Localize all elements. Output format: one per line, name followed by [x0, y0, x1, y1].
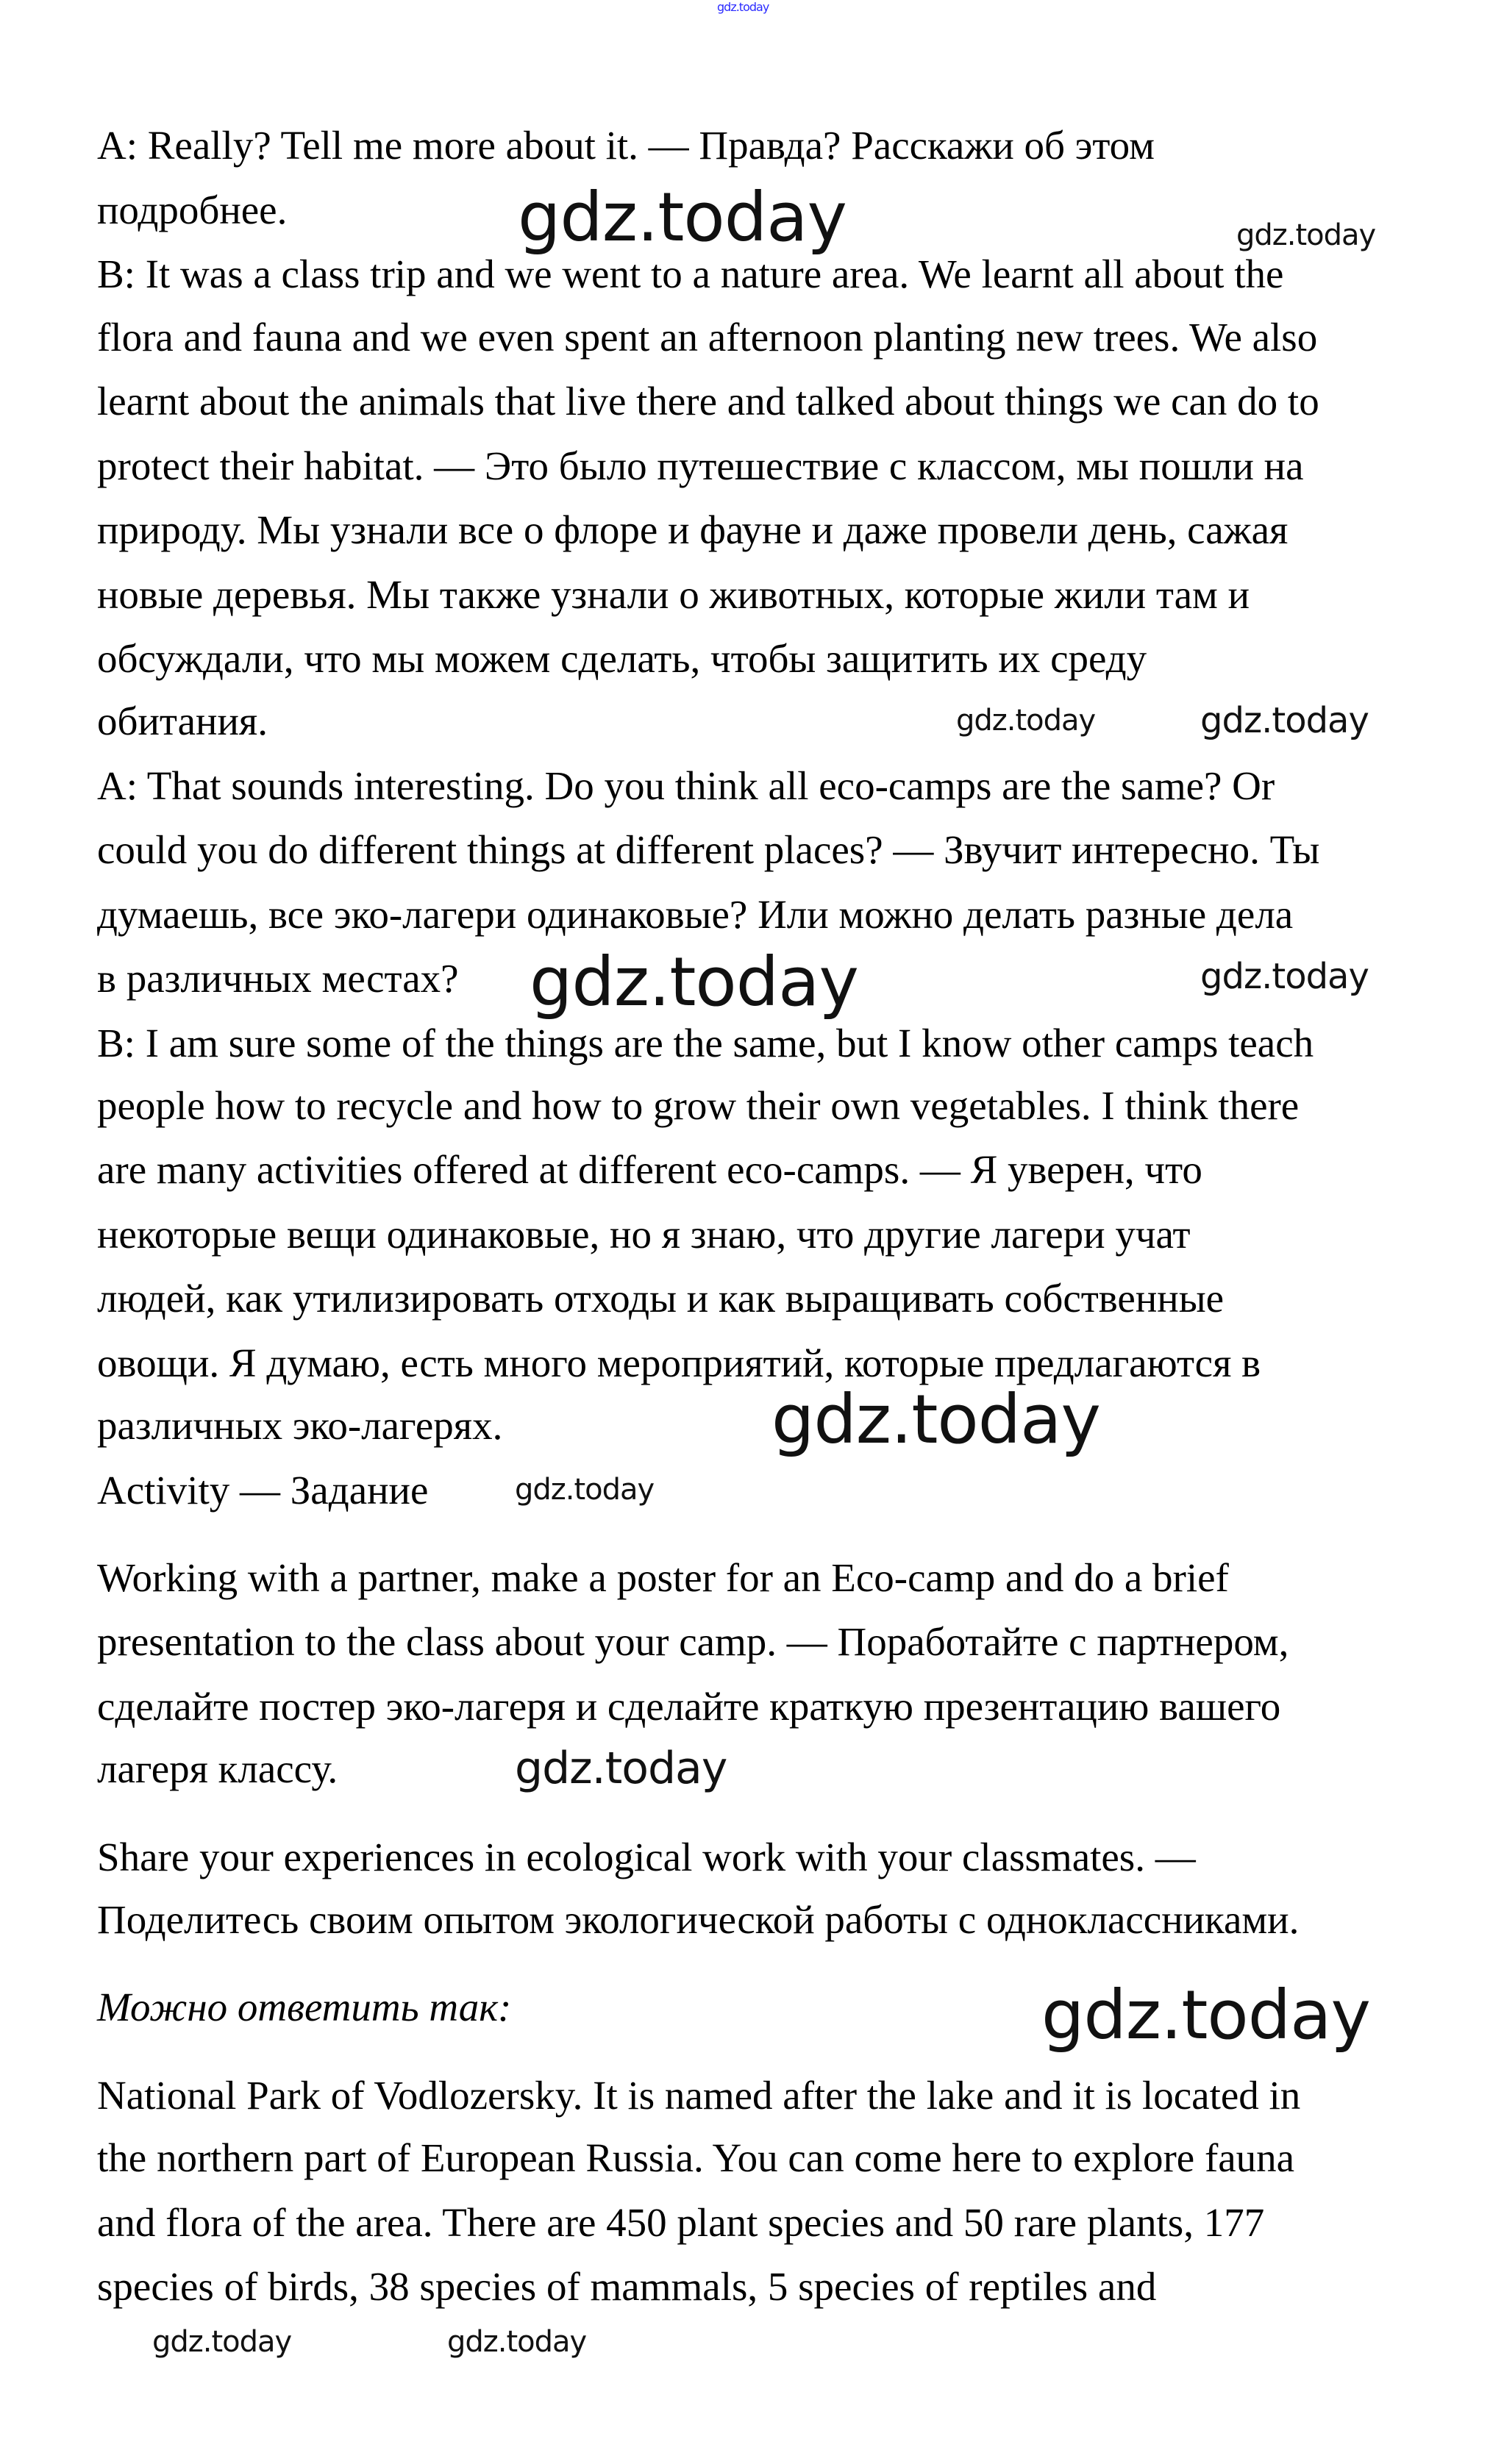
- text-line: presentation to the class about your camp. — Поработайте с партнером,: [97, 1619, 1289, 1664]
- watermark: gdz.today: [530, 943, 858, 1021]
- text-line: National Park of Vodlozersky. It is named after the lake and it is located in: [97, 2073, 1301, 2118]
- text-line: думаешь, все эко-лагери одинаковые? Или можно делать разные дела: [97, 892, 1294, 937]
- text-line: are many activities offered at different eco-camps. — Я уверен, что: [97, 1147, 1202, 1192]
- header-watermark[interactable]: gdz.today: [717, 0, 769, 14]
- text-line: could you do different things at different places? — Звучит интересно. Ты: [97, 827, 1320, 872]
- text-line: Working with a partner, make a poster for an Eco-camp and do a brief: [97, 1555, 1229, 1600]
- text-line: learnt about the animals that live there and talked about things we can do to: [97, 379, 1319, 424]
- text-line: B: It was a class trip and we went to a nature area. We learnt all about the: [97, 251, 1284, 296]
- watermark: gdz.today: [1041, 1976, 1370, 2054]
- text-line: A: Really? Tell me more about it. — Правда? Расскажи об этом: [97, 123, 1155, 168]
- text-line: лагеря классу.: [97, 1746, 338, 1791]
- watermark: gdz.today: [152, 2325, 292, 2359]
- watermark: gdz.today: [771, 1380, 1100, 1459]
- text-line: flora and fauna and we even spent an afternoon planting new trees. We also: [97, 315, 1318, 360]
- watermark: gdz.today: [1200, 700, 1369, 741]
- answer-intro: Можно ответить так:: [97, 1985, 512, 2029]
- text-line: различных эко-лагерях.: [97, 1403, 503, 1448]
- watermark: gdz.today: [1200, 956, 1369, 997]
- text-line: новые деревья. Мы также узнали о животных, которые жили там и: [97, 572, 1250, 617]
- text-line: обитания.: [97, 699, 268, 743]
- text-line: людей, как утилизировать отходы и как выращивать собственные: [97, 1276, 1225, 1321]
- text-line: Share your experiences in ecological work with your classmates. —: [97, 1835, 1196, 1879]
- text-line: Поделитесь своим опытом экологической работы с одноклассниками.: [97, 1897, 1300, 1942]
- watermark: gdz.today: [518, 178, 847, 257]
- text-line: B: I am sure some of the things are the same, but I know other camps teach: [97, 1021, 1314, 1065]
- text-line: природу. Мы узнали все о флоре и фауне и даже провели день, сажая: [97, 507, 1289, 552]
- section-heading: Activity — Задание: [97, 1468, 429, 1513]
- text-line: подробнее.: [97, 188, 288, 232]
- text-line: and flora of the area. There are 450 plant species and 50 rare plants, 177: [97, 2200, 1265, 2245]
- watermark: gdz.today: [956, 704, 1096, 738]
- text-line: овощи. Я думаю, есть много мероприятий, которые предлагаются в: [97, 1340, 1261, 1385]
- text-line: некоторые вещи одинаковые, но я знаю, что другие лагери учат: [97, 1212, 1191, 1257]
- watermark: gdz.today: [515, 1473, 655, 1507]
- text-line: people how to recycle and how to grow their own vegetables. I think there: [97, 1083, 1300, 1128]
- watermark: gdz.today: [1236, 218, 1376, 252]
- text-line: сделайте постер эко-лагеря и сделайте краткую презентацию вашего: [97, 1684, 1281, 1729]
- watermark: gdz.today: [515, 1743, 727, 1794]
- text-line: обсуждали, что мы можем сделать, чтобы защитить их среду: [97, 636, 1147, 681]
- text-line: protect their habitat. — Это было путешествие с классом, мы пошли на: [97, 443, 1304, 488]
- text-line: the northern part of European Russia. You can come here to explore fauna: [97, 2135, 1295, 2180]
- text-line: A: That sounds interesting. Do you think all eco-camps are the same? Or: [97, 763, 1275, 808]
- text-line: в различных местах?: [97, 956, 459, 1001]
- text-line: species of birds, 38 species of mammals, 5 species of reptiles and: [97, 2264, 1157, 2309]
- watermark: gdz.today: [447, 2325, 587, 2359]
